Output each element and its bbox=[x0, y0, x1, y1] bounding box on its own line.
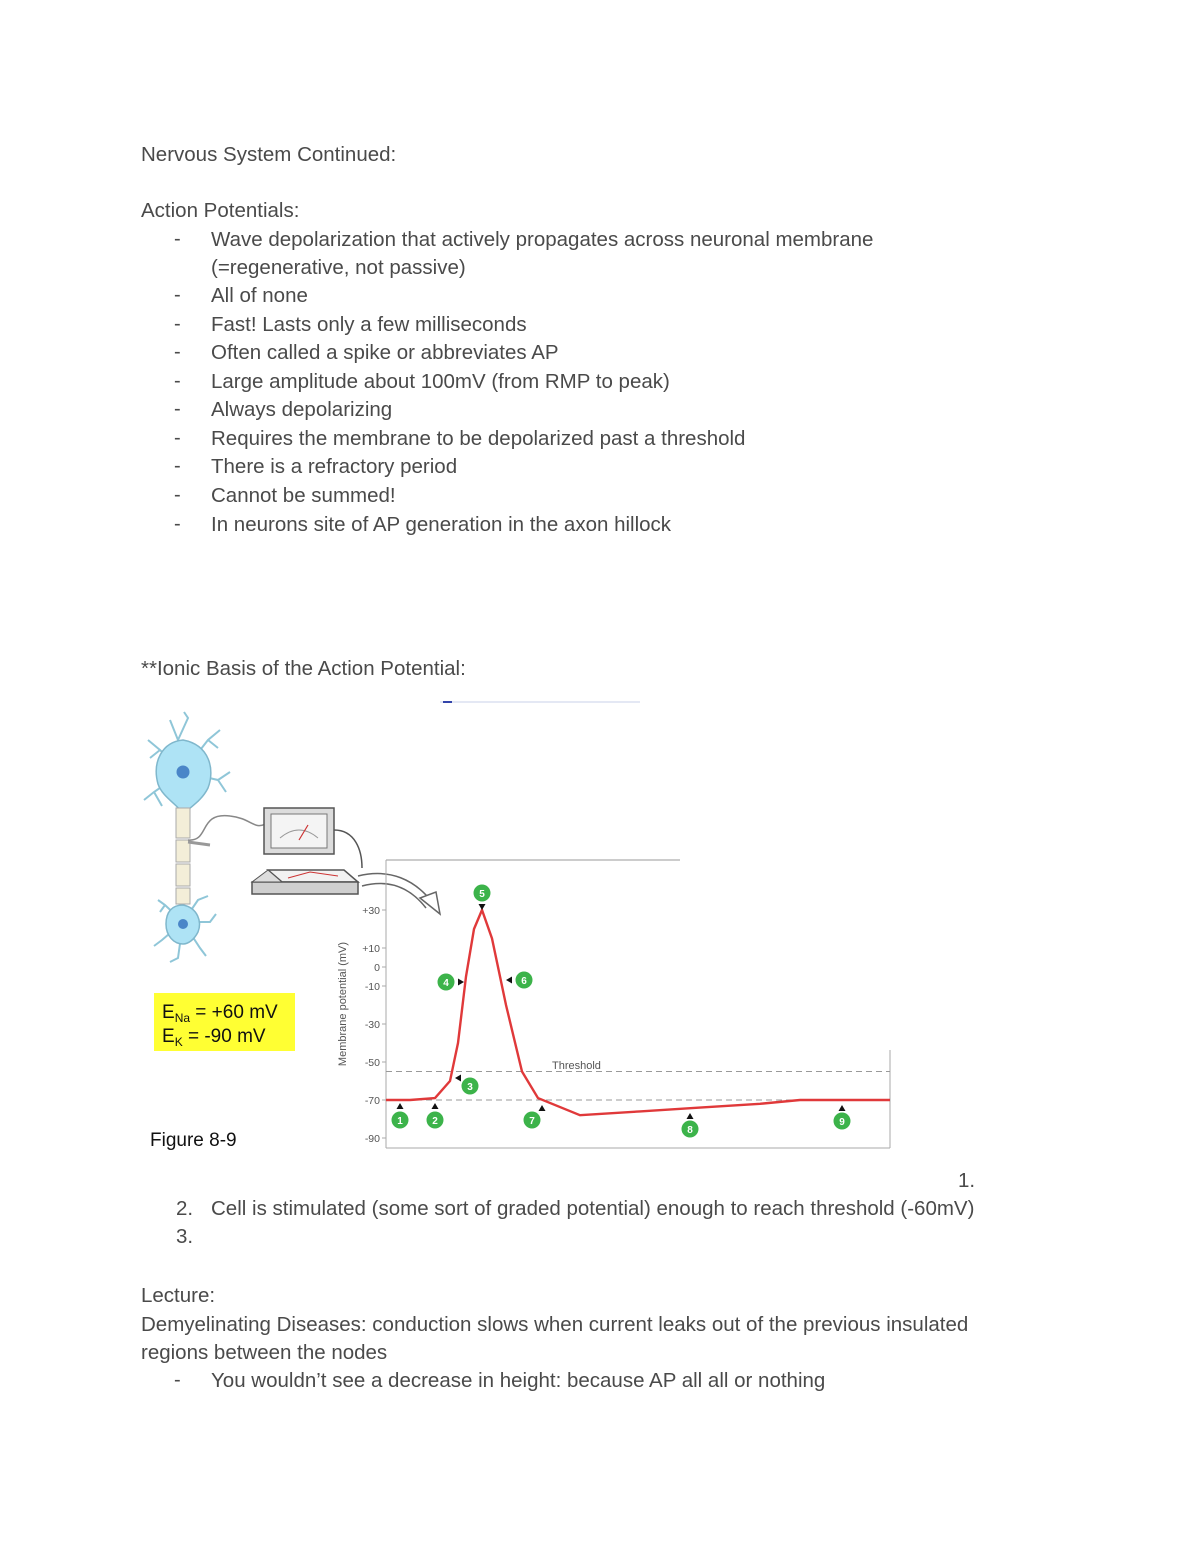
bullet-dash: - bbox=[174, 427, 181, 449]
stage-marker-label: 1 bbox=[397, 1116, 403, 1127]
bullet-dash: - bbox=[174, 370, 181, 392]
bullet-item: Cannot be summed! bbox=[211, 484, 396, 507]
bullet-dash: - bbox=[174, 513, 181, 535]
ek-subscript: K bbox=[174, 1035, 183, 1049]
bullet-continuation: (=regenerative, not passive) bbox=[211, 256, 466, 279]
y-tick-label: -10 bbox=[364, 981, 380, 993]
action-potential-figure bbox=[140, 700, 920, 1160]
section-title-ionic-basis: **Ionic Basis of the Action Potential: bbox=[141, 657, 466, 680]
section-title-action-potentials: Action Potentials: bbox=[141, 199, 300, 222]
ena-subscript: Na bbox=[174, 1011, 191, 1025]
bullet-dash: - bbox=[174, 484, 181, 506]
y-tick-label: -30 bbox=[364, 1019, 380, 1031]
numbered-item-2-text: Cell is stimulated (some sort of graded potential) enough to reach threshold (-60mV) bbox=[211, 1197, 975, 1220]
y-tick-label: -50 bbox=[364, 1057, 380, 1069]
figure-caption: Figure 8-9 bbox=[150, 1130, 237, 1151]
bullet-dash: - bbox=[174, 228, 181, 250]
numbered-item-3: 3. bbox=[176, 1225, 194, 1248]
bullet-item: Often called a spike or abbreviates AP bbox=[211, 341, 559, 364]
bullet-dash: - bbox=[174, 1369, 181, 1391]
bullet-item: Fast! Lasts only a few milliseconds bbox=[211, 313, 527, 336]
lecture-title: Lecture: bbox=[141, 1284, 216, 1307]
y-tick-label: +30 bbox=[362, 905, 380, 917]
lecture-line-1: Demyelinating Diseases: conduction slows when current leaks out of the previous insulated bbox=[141, 1313, 969, 1336]
stage-marker-label: 7 bbox=[529, 1116, 535, 1127]
lecture-line-2: regions between the nodes bbox=[141, 1341, 388, 1364]
y-tick-label: -70 bbox=[364, 1095, 380, 1107]
stage-marker-label: 5 bbox=[479, 889, 485, 900]
bullet-dash: - bbox=[174, 455, 181, 477]
stage-marker-label: 8 bbox=[687, 1125, 693, 1136]
stage-marker-label: 2 bbox=[432, 1116, 438, 1127]
bullet-dash: - bbox=[174, 398, 181, 420]
lecture-bullet: You wouldn’t see a decrease in height: because AP all all or nothing bbox=[211, 1369, 826, 1392]
bullet-item: In neurons site of AP generation in the axon hillock bbox=[211, 513, 672, 536]
ena-value: = +60 mV bbox=[190, 1002, 278, 1023]
stage-marker-label: 6 bbox=[521, 976, 527, 987]
bullet-dash: - bbox=[174, 313, 181, 335]
bullet-dash: - bbox=[174, 284, 181, 306]
bullet-item: Always depolarizing bbox=[211, 398, 393, 421]
ena-label: E bbox=[162, 1002, 175, 1023]
stage-marker-label: 9 bbox=[839, 1117, 845, 1128]
stage-marker-label: 3 bbox=[467, 1082, 473, 1093]
equilibrium-potentials-box bbox=[154, 993, 295, 1051]
bullet-item: Large amplitude about 100mV (from RMP to peak) bbox=[211, 370, 670, 393]
y-tick-label: -90 bbox=[364, 1133, 380, 1145]
y-axis-label: Membrane potential (mV) bbox=[337, 941, 349, 1067]
threshold-label: Threshold bbox=[552, 1060, 601, 1072]
y-tick-label: +10 bbox=[362, 943, 380, 955]
ek-label: E bbox=[162, 1026, 175, 1047]
stage-marker-label: 4 bbox=[443, 978, 449, 989]
ek-value: = -90 mV bbox=[182, 1026, 266, 1047]
numbered-item-2-number: 2. bbox=[176, 1197, 194, 1220]
bullet-item: Requires the membrane to be depolarized past a threshold bbox=[211, 427, 746, 450]
page-heading: Nervous System Continued: bbox=[141, 143, 397, 166]
bullet-item: All of none bbox=[211, 284, 308, 307]
bullet-item: Wave depolarization that actively propagates across neuronal membrane bbox=[211, 228, 874, 251]
bullet-item: There is a refractory period bbox=[211, 455, 458, 478]
bullet-dash: - bbox=[174, 341, 181, 363]
y-tick-label: 0 bbox=[374, 962, 380, 974]
numbered-item-1: 1. bbox=[958, 1169, 976, 1192]
